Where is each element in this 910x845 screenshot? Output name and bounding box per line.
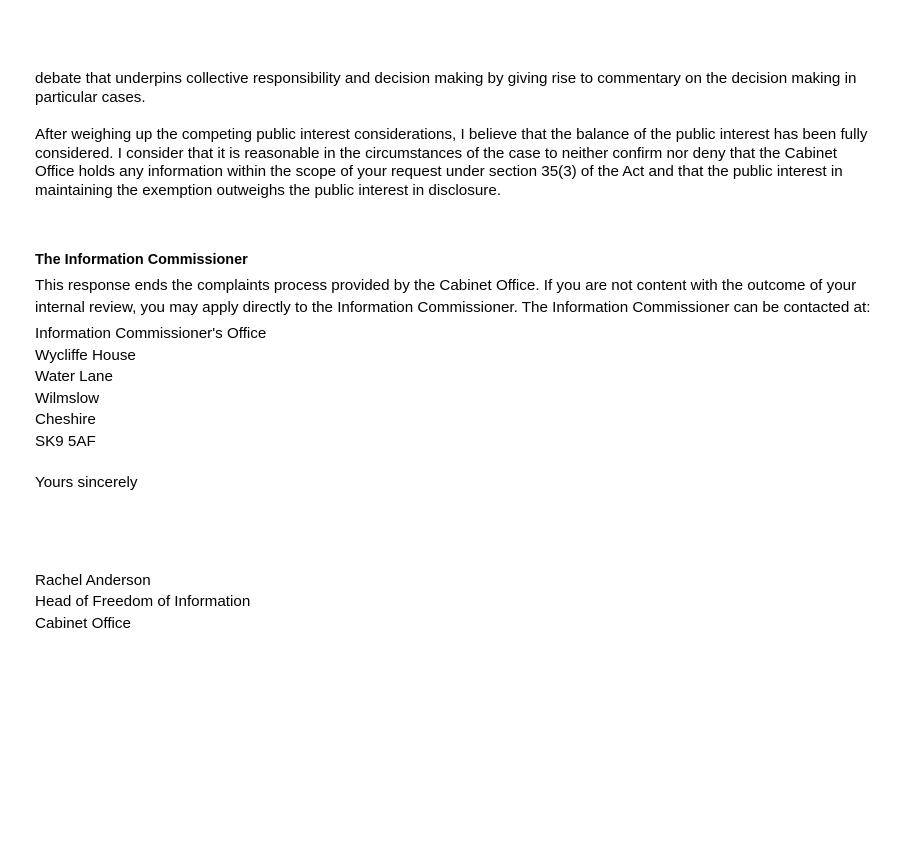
commissioner-address bbox=[35, 323, 875, 452]
address-line: Wycliffe House bbox=[35, 346, 136, 364]
address-line: SK9 5AF bbox=[35, 432, 96, 450]
signatory-name: Rachel Anderson bbox=[35, 571, 151, 589]
address-line: Cheshire bbox=[35, 411, 96, 428]
closing-salutation: Yours sincerely bbox=[35, 474, 138, 491]
address-line: Water Lane bbox=[35, 368, 113, 385]
letter-page bbox=[35, 70, 875, 634]
signatory-title: Head of Freedom of Information bbox=[35, 593, 251, 610]
paragraph-debate: debate that underpins collective responsibility and decision making by giving rise to commentary on the decision making in particular cases. bbox=[35, 70, 857, 106]
paragraph-complaints-process: This response ends the complaints process provided by the Cabinet Office. If you are not content with the outcome of your internal review, you may apply directly to the Information Commissioner. The Information Commissioner can be contacted at: bbox=[35, 277, 871, 316]
signature-block bbox=[35, 570, 875, 635]
address-line: Wilmslow bbox=[35, 389, 100, 407]
address-line: Information Commissioner's Office bbox=[35, 325, 267, 342]
section-heading-information-commissioner: The Information Commissioner bbox=[35, 252, 248, 268]
paragraph-public-interest: After weighing up the competing public interest considerations, I believe that the balance of the public interest has been fully considered. I consider that it is reasonable in the circumstances of the case to neither confirm nor deny that the Cabinet Office holds any information within the scope of your request under section 35(3) of the Act and that the public interest in maintaining the exemption outweighs the public interest in disclosure. bbox=[35, 126, 868, 199]
signatory-organisation: Cabinet Office bbox=[35, 614, 131, 632]
